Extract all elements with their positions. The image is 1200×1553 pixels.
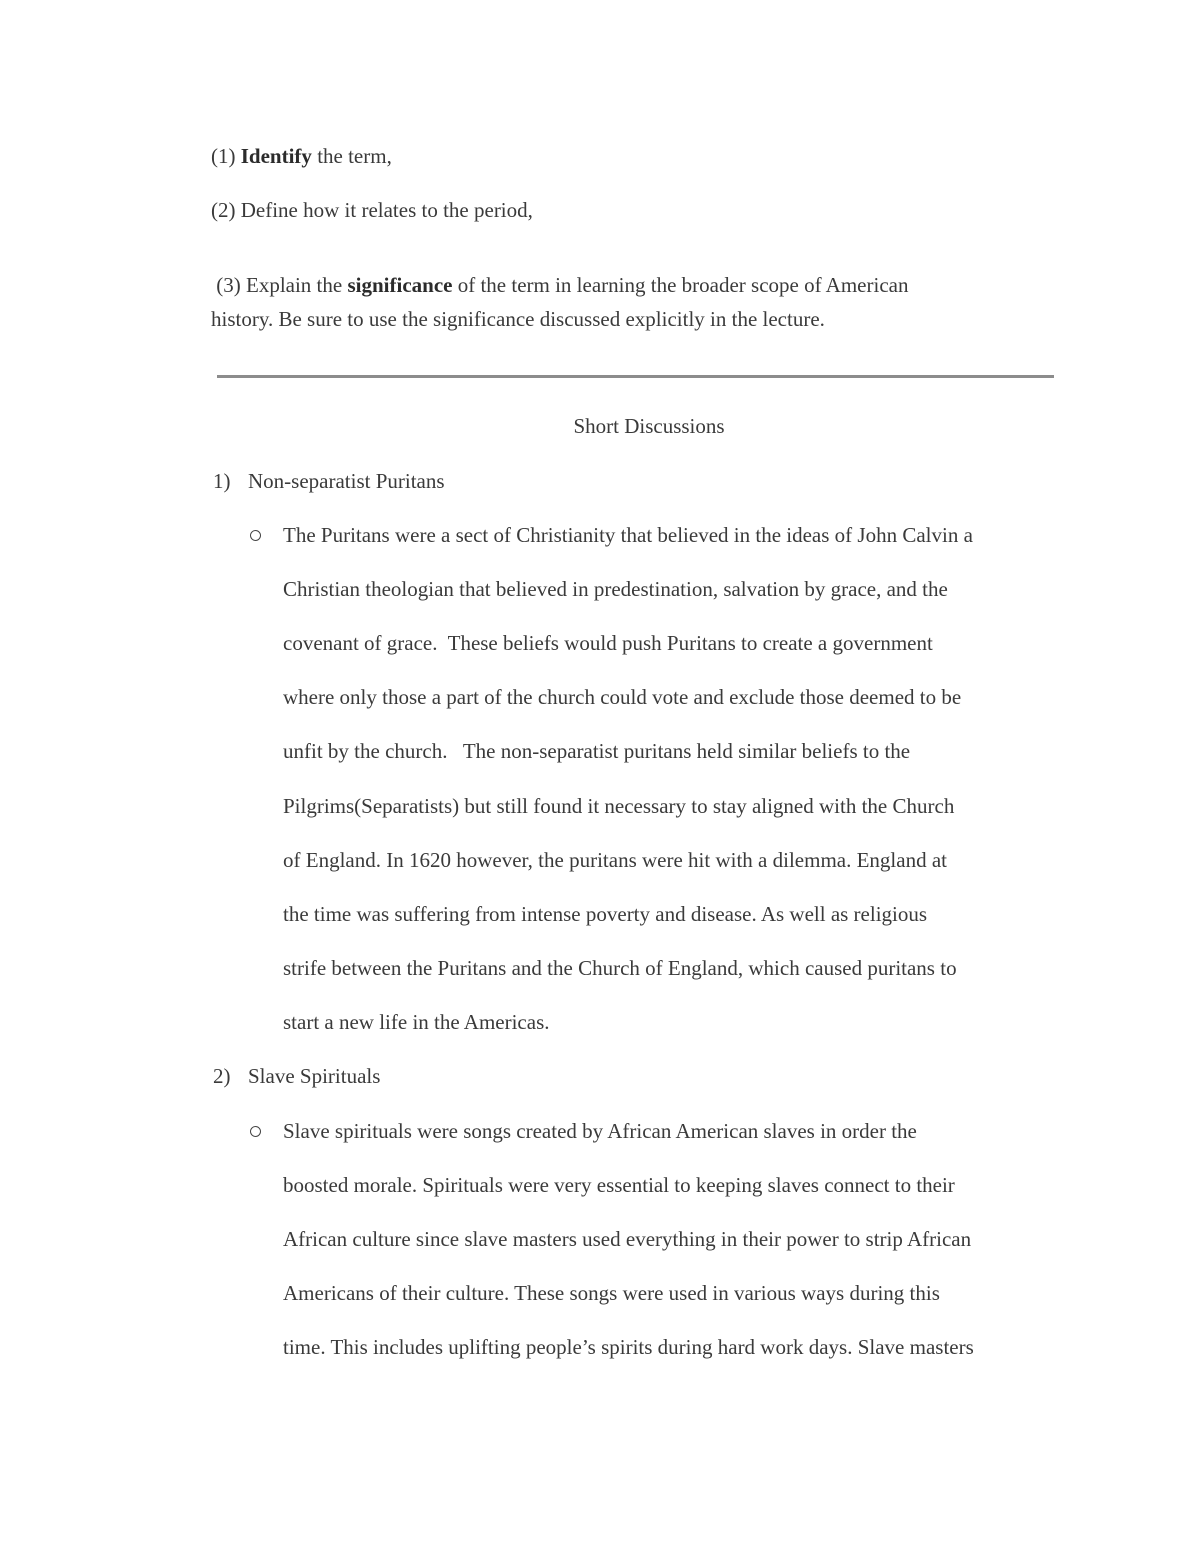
entry-1-term: Non-separatist Puritans — [248, 469, 445, 493]
entry-1-line: The Puritans were a sect of Christianity that believed in the ideas of John Calvin a — [283, 523, 973, 547]
instruction-3-continued: history. Be sure to use the significance discussed explicitly in the lecture. — [211, 307, 825, 331]
entry-1-number: 1) — [213, 469, 231, 493]
instruction-1 — [211, 146, 392, 167]
entry-1-line: covenant of grace. These beliefs would push Puritans to create a government — [283, 631, 933, 655]
entry-1-line: the time was suffering from intense poverty and disease. As well as religious — [283, 902, 928, 926]
horizontal-divider — [217, 375, 1054, 378]
entry-1-line: where only those a part of the church could vote and exclude those deemed to be — [283, 685, 962, 709]
instruction-1-prefix: (1) — [211, 144, 241, 168]
entry-2-number: 2) — [213, 1064, 231, 1088]
entry-1-line: of England. In 1620 however, the puritans were hit with a dilemma. England at — [283, 848, 947, 872]
instruction-1-suffix: the term, — [311, 144, 392, 168]
instruction-3 — [211, 254, 908, 296]
entry-1-line: strife between the Puritans and the Church of England, which caused puritans to — [283, 956, 957, 980]
instruction-1-bold: Identify — [240, 144, 312, 168]
entry-1-line: Pilgrims(Separatists) but still found it necessary to stay aligned with the Church — [283, 794, 955, 818]
entry-2-line: Americans of their culture. These songs were used in various ways during this — [283, 1281, 940, 1305]
bullet-circle-icon — [250, 530, 261, 541]
bullet-circle-icon — [250, 1126, 261, 1137]
section-title: Short Discussions — [573, 414, 725, 438]
entry-1-line: unfit by the church. The non-separatist puritans held similar beliefs to the — [283, 739, 911, 763]
instruction-3-bold: significance — [347, 273, 453, 297]
instruction-2: (2) Define how it relates to the period, — [211, 198, 533, 222]
entry-2-line: African culture since slave masters used everything in their power to strip African — [283, 1227, 972, 1251]
entry-1-line: start a new life in the Americas. — [283, 1010, 550, 1034]
instruction-3-suffix: of the term in learning the broader scope of American — [452, 273, 909, 297]
entry-2-line: time. This includes uplifting people’s spirits during hard work days. Slave masters — [283, 1335, 974, 1359]
instruction-3-prefix: (3) Explain the — [211, 273, 348, 297]
entry-2-line: boosted morale. Spirituals were very essential to keeping slaves connect to their — [283, 1173, 955, 1197]
entry-1-line: Christian theologian that believed in predestination, salvation by grace, and the — [283, 577, 948, 601]
entry-2-term: Slave Spirituals — [248, 1064, 381, 1088]
entry-2-line: Slave spirituals were songs created by African American slaves in order the — [283, 1119, 917, 1143]
